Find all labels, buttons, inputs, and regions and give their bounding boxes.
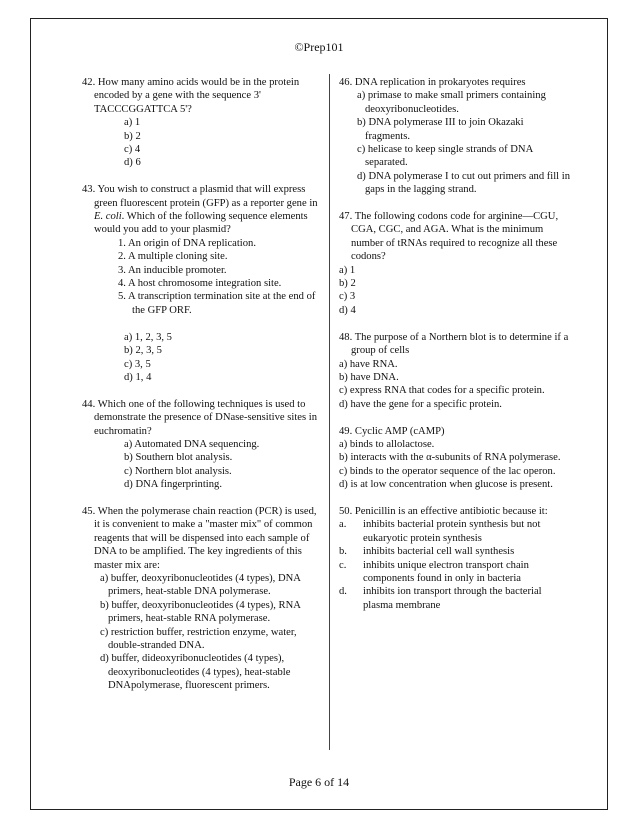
left-column	[82, 76, 322, 706]
question-stem: 46. DNA replication in prokaryotes requires	[339, 77, 526, 88]
answer-option: d) DNA fingerprinting.	[124, 479, 222, 491]
page-header: ©Prep101	[294, 40, 344, 54]
stem-text: . Which of the following sequence elements would you add to your plasmid?	[94, 211, 308, 236]
answer-option: c) restriction buffer, restriction enzyme, water, double-stranded DNA.	[100, 626, 297, 651]
answer-option: a) have RNA.	[339, 358, 398, 370]
option-text: inhibits bacterial cell wall synthesis	[363, 546, 515, 558]
answer-option: b) DNA polymerase III to join Okazaki fragments.	[357, 117, 524, 142]
answer-option: c) 4	[124, 144, 141, 156]
answer-option	[339, 545, 571, 558]
answer-option: c) 3	[339, 291, 356, 303]
answer-option: d) 6	[124, 157, 141, 169]
question-stem	[82, 183, 322, 237]
question-43	[82, 183, 322, 384]
question-49	[339, 425, 571, 492]
stem-italic: E. coli	[94, 211, 122, 223]
option-letter: c.	[339, 559, 347, 571]
answer-option: b) have DNA.	[339, 371, 399, 383]
answer-option	[339, 559, 571, 586]
question-45	[82, 505, 322, 693]
question-stem: 44. Which one of the following techniques is used to demonstrate the presence of DNase-sensitive sites in euchromatin?	[82, 398, 317, 437]
list-item: 4. A host chromosome integration site.	[118, 278, 282, 290]
option-text: inhibits bacterial protein synthesis but not eukaryotic protein synthesis	[363, 519, 541, 544]
answer-option: a) 1, 2, 3, 5	[124, 331, 172, 343]
answer-option: d) buffer, dideoxyribonucleotides (4 types), deoxyribonucleotides (4 types), heat-stable DNApolymerase, fluorescent primers.	[100, 653, 291, 692]
answer-option: b) Southern blot analysis.	[124, 452, 233, 464]
answer-option: c) helicase to keep single strands of DNA separated.	[357, 144, 533, 169]
answer-option: b) interacts with the α-subunits of RNA polymerase.	[339, 452, 561, 464]
list-item: 5. A transcription termination site at the end of the GFP ORF.	[118, 291, 316, 316]
answer-option: a) primase to make small primers containing deoxyribonucleotides.	[357, 90, 546, 115]
answer-option: c) Northern blot analysis.	[124, 465, 232, 477]
answer-option: a) 1	[124, 117, 141, 129]
answer-option: d) 4	[339, 304, 356, 316]
answer-option: a) 1	[339, 264, 356, 276]
list-item: 3. An inducible promoter.	[118, 264, 227, 276]
answer-option: b) buffer, deoxyribonucleotides (4 types), RNA primers, heat-stable RNA polymerase.	[100, 599, 301, 625]
question-50	[339, 505, 571, 612]
answer-option: c) express RNA that codes for a specific protein.	[339, 385, 545, 397]
page-footer: Page 6 of 14	[288, 775, 350, 789]
list-item: 2. A multiple cloning site.	[118, 251, 228, 263]
list-item: 1. An origin of DNA replication.	[118, 237, 256, 249]
option-text: inhibits unique electron transport chain components found in only in bacteria	[363, 559, 529, 584]
option-letter: b.	[339, 546, 347, 558]
answer-option	[339, 518, 571, 545]
answer-option: d) 1, 4	[124, 371, 152, 383]
option-text: inhibits ion transport through the bacterial plasma membrane	[363, 586, 542, 611]
question-stem: 42. How many amino acids would be in the protein encoded by a gene with the sequence 3' TACCCGGATTCA 5'?	[82, 77, 300, 115]
question-48	[339, 331, 571, 411]
question-47	[339, 210, 571, 317]
answer-option: c) 3, 5	[124, 358, 151, 370]
answer-option: a) buffer, deoxyribonucleotides (4 types), DNA primers, heat-stable DNA polymerase.	[100, 572, 301, 598]
answer-option: d) DNA polymerase I to cut out primers and fill in gaps in the lagging strand.	[357, 170, 571, 196]
answer-option: d) is at low concentration when glucose is present.	[339, 479, 553, 491]
answer-option: a) Automated DNA sequencing.	[124, 438, 260, 450]
question-stem: 50. Penicillin is an effective antibiotic because it:	[339, 505, 548, 517]
question-46	[339, 76, 571, 197]
answer-option: d) have the gene for a specific protein.	[339, 398, 502, 410]
answer-option: b) 2	[339, 278, 356, 290]
question-44	[82, 398, 322, 492]
answer-option: b) 2, 3, 5	[124, 345, 162, 357]
answer-option: b) 2	[124, 130, 141, 142]
question-stem: 49. Cyclic AMP (cAMP)	[339, 425, 445, 437]
column-divider	[329, 74, 330, 750]
question-stem: 47. The following codons code for arginine—CGU, CGA, CGC, and AGA. What is the minimum number of tRNAs required to recognize all these codons?	[339, 211, 559, 263]
question-stem: 45. When the polymerase chain reaction (PCR) is used, it is convenient to make a "master mix" of common reagents that will be dispensed into each sample of DNA to be amplified. The key ingredients of this master mix are:	[82, 505, 317, 571]
option-letter: a.	[339, 519, 347, 531]
answer-option: c) binds to the operator sequence of the lac operon.	[339, 465, 556, 477]
answer-option	[339, 585, 571, 612]
right-column	[339, 76, 571, 626]
question-42	[82, 76, 322, 170]
option-letter: d.	[339, 586, 347, 598]
answer-option: a) binds to allolactose.	[339, 438, 435, 450]
stem-text: 43. You wish to construct a plasmid that will express green fluorescent protein (GFP) as a reporter gene in	[82, 184, 318, 209]
question-stem: 48. The purpose of a Northern blot is to determine if a group of cells	[339, 331, 569, 357]
